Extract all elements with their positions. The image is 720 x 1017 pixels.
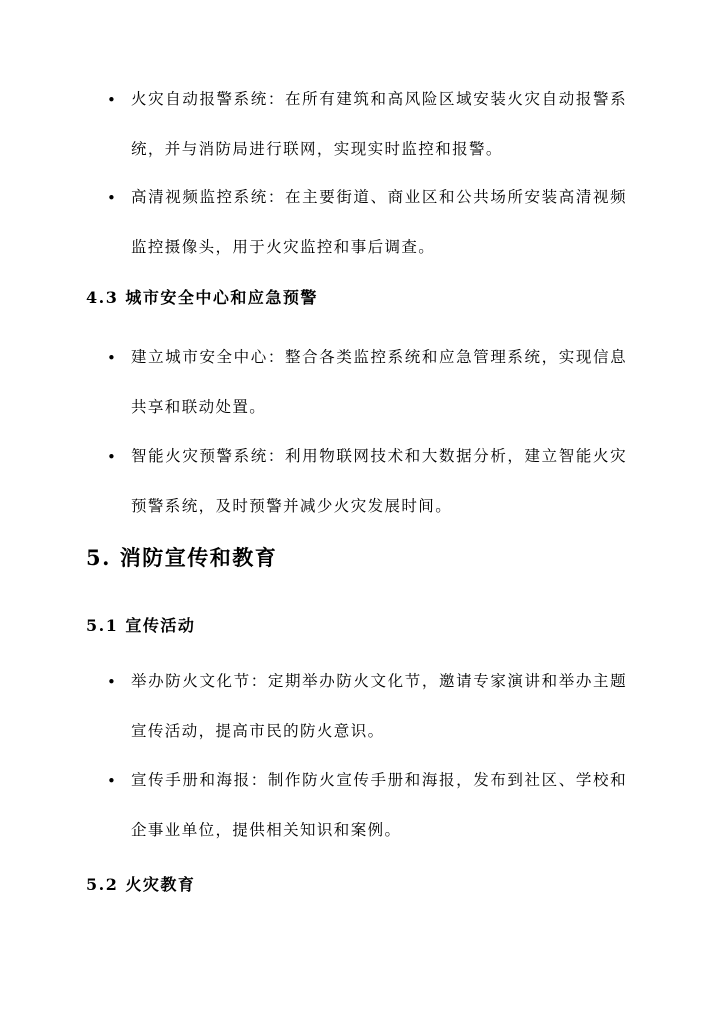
section-heading-4-3: 4.3 城市安全中心和应急预警 <box>86 288 318 307</box>
bullet-text: 火灾自动报警系统：在所有建筑和高风险区域安装火灾自动报警系统，并与消防局进行联网，实现实时监控和报警。 <box>131 90 627 158</box>
bullet-item-fire-alarm-system <box>107 74 627 174</box>
bullet-item-brochures-posters <box>107 755 627 855</box>
bullet-marker: • <box>107 349 116 367</box>
section-heading-5: 5. 消防宣传和教育 <box>86 545 278 570</box>
bullet-marker: • <box>107 673 116 691</box>
section-heading-5-2: 5.2 火灾教育 <box>86 875 196 894</box>
bullet-marker: • <box>107 772 116 790</box>
bullet-text: 建立城市安全中心：整合各类监控系统和应急管理系统，实现信息共享和联动处置。 <box>131 348 627 416</box>
bullet-text: 高清视频监控系统：在主要街道、商业区和公共场所安装高清视频监控摄像头，用于火灾监控和事后调查。 <box>131 188 627 256</box>
bullet-item-fire-culture-festival <box>107 656 627 756</box>
bullet-text: 举办防火文化节：定期举办防火文化节，邀请专家演讲和举办主题宣传活动，提高市民的防火意识。 <box>131 672 627 740</box>
bullet-text: 智能火灾预警系统：利用物联网技术和大数据分析，建立智能火灾预警系统，及时预警并减少火灾发展时间。 <box>131 447 627 515</box>
bullet-text: 宣传手册和海报：制作防火宣传手册和海报，发布到社区、学校和企事业单位，提供相关知识和案例。 <box>131 771 627 839</box>
section-heading-5-1: 5.1 宣传活动 <box>86 616 196 635</box>
bullet-item-hd-video-surveillance <box>107 172 627 272</box>
bullet-marker: • <box>107 91 116 109</box>
bullet-item-city-safety-center <box>107 332 627 432</box>
bullet-item-smart-fire-warning <box>107 431 627 531</box>
bullet-marker: • <box>107 448 116 466</box>
bullet-marker: • <box>107 189 116 207</box>
